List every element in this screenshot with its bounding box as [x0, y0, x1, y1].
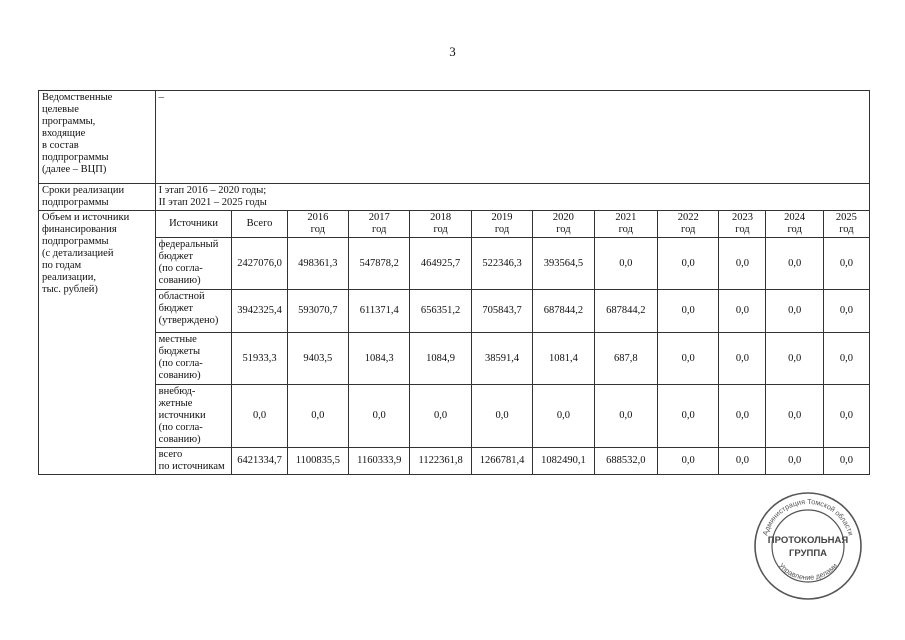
funding-value: 0,0: [823, 290, 869, 333]
funding-value: 0,0: [766, 333, 823, 385]
funding-row: [39, 333, 870, 385]
funding-value: 0,0: [823, 385, 869, 448]
funding-header-11: 2025 год: [823, 211, 869, 238]
funding-row: [39, 290, 870, 333]
funding-value: 687844,2: [533, 290, 594, 333]
funding-source: федеральный бюджет (по согла- сованию): [155, 238, 232, 290]
funding-value: 0,0: [533, 385, 594, 448]
label-vcp: Ведомственные целевые программы, входящие в состав подпрограммы (далее – ВЦП): [39, 91, 156, 184]
funding-value: 393564,5: [533, 238, 594, 290]
funding-value: 0,0: [823, 238, 869, 290]
funding-header-7: 2021 год: [594, 211, 657, 238]
funding-value: 0,0: [471, 385, 532, 448]
funding-source: областной бюджет (утверждено): [155, 290, 232, 333]
funding-value: 9403,5: [287, 333, 348, 385]
funding-value: 0,0: [823, 448, 869, 475]
funding-value: 656351,2: [410, 290, 471, 333]
page-number: 3: [449, 44, 456, 59]
protocol-group-stamp: [752, 490, 864, 602]
funding-value: 0,0: [766, 238, 823, 290]
funding-value: 51933,3: [232, 333, 287, 385]
value-terms: I этап 2016 – 2020 годы; II этап 2021 – 2025 годы: [155, 184, 869, 211]
funding-value: 0,0: [349, 385, 410, 448]
funding-value: 1266781,4: [471, 448, 532, 475]
funding-row: [39, 385, 870, 448]
funding-value: 38591,4: [471, 333, 532, 385]
funding-value: 0,0: [766, 448, 823, 475]
funding-value: 0,0: [658, 385, 719, 448]
funding-value: 2427076,0: [232, 238, 287, 290]
stamp-center-line1: ПРОТОКОЛЬНАЯ: [767, 535, 849, 546]
funding-source: всего по источникам: [155, 448, 232, 475]
funding-value: 705843,7: [471, 290, 532, 333]
funding-value: 0,0: [410, 385, 471, 448]
funding-header-3: 2017 год: [349, 211, 410, 238]
funding-value: 0,0: [719, 448, 766, 475]
funding-value: 0,0: [594, 385, 657, 448]
funding-value: 687,8: [594, 333, 657, 385]
funding-header-1: Всего: [232, 211, 287, 238]
funding-value: 0,0: [287, 385, 348, 448]
funding-value: 0,0: [719, 333, 766, 385]
row-vcp: [39, 91, 870, 184]
funding-header-9: 2023 год: [719, 211, 766, 238]
label-terms: Сроки реализации подпрограммы: [39, 184, 156, 211]
stamp-bottom-text: Управление делами: [776, 561, 840, 582]
funding-value: 0,0: [823, 333, 869, 385]
funding-header-2: 2016 год: [287, 211, 348, 238]
funding-value: 0,0: [594, 238, 657, 290]
funding-value: 1122361,8: [410, 448, 471, 475]
funding-value: 0,0: [658, 238, 719, 290]
funding-header-6: 2020 год: [533, 211, 594, 238]
funding-value: 6421334,7: [232, 448, 287, 475]
funding-row: [39, 448, 870, 475]
funding-value: 1082490,1: [533, 448, 594, 475]
funding-source: местные бюджеты (по согла- сованию): [155, 333, 232, 385]
funding-value: 0,0: [766, 385, 823, 448]
funding-value: 0,0: [658, 333, 719, 385]
funding-value: 1100835,5: [287, 448, 348, 475]
funding-header-row: [39, 211, 870, 238]
funding-value: 0,0: [658, 448, 719, 475]
funding-value: 498361,3: [287, 238, 348, 290]
funding-header-0: Источники: [155, 211, 232, 238]
funding-row: [39, 238, 870, 290]
funding-value: 688532,0: [594, 448, 657, 475]
row-terms: [39, 184, 870, 211]
funding-header-8: 2022 год: [658, 211, 719, 238]
funding-value: 593070,7: [287, 290, 348, 333]
funding-value: 0,0: [719, 385, 766, 448]
funding-header-5: 2019 год: [471, 211, 532, 238]
funding-value: 0,0: [658, 290, 719, 333]
funding-value: 0,0: [719, 238, 766, 290]
funding-value: 1084,9: [410, 333, 471, 385]
funding-header-4: 2018 год: [410, 211, 471, 238]
funding-value: 0,0: [719, 290, 766, 333]
funding-value: 522346,3: [471, 238, 532, 290]
funding-source: внебюд- жетные источники (по согла- сованию): [155, 385, 232, 448]
passport-table: [38, 90, 870, 475]
funding-value: 0,0: [232, 385, 287, 448]
label-funding: Объем и источники финансирования подпрограммы (с детализацией по годам реализации, тыс. рублей): [39, 211, 156, 475]
funding-value: 687844,2: [594, 290, 657, 333]
funding-header-10: 2024 год: [766, 211, 823, 238]
stamp-center-line2: ГРУППА: [788, 548, 828, 559]
funding-value: 1160333,9: [349, 448, 410, 475]
funding-value: 1084,3: [349, 333, 410, 385]
value-vcp: –: [155, 91, 869, 184]
stamp-ring-text: Администрация Томской области: [760, 496, 856, 537]
funding-value: 0,0: [766, 290, 823, 333]
funding-value: 1081,4: [533, 333, 594, 385]
funding-value: 464925,7: [410, 238, 471, 290]
funding-value: 3942325,4: [232, 290, 287, 333]
funding-value: 611371,4: [349, 290, 410, 333]
funding-value: 547878,2: [349, 238, 410, 290]
